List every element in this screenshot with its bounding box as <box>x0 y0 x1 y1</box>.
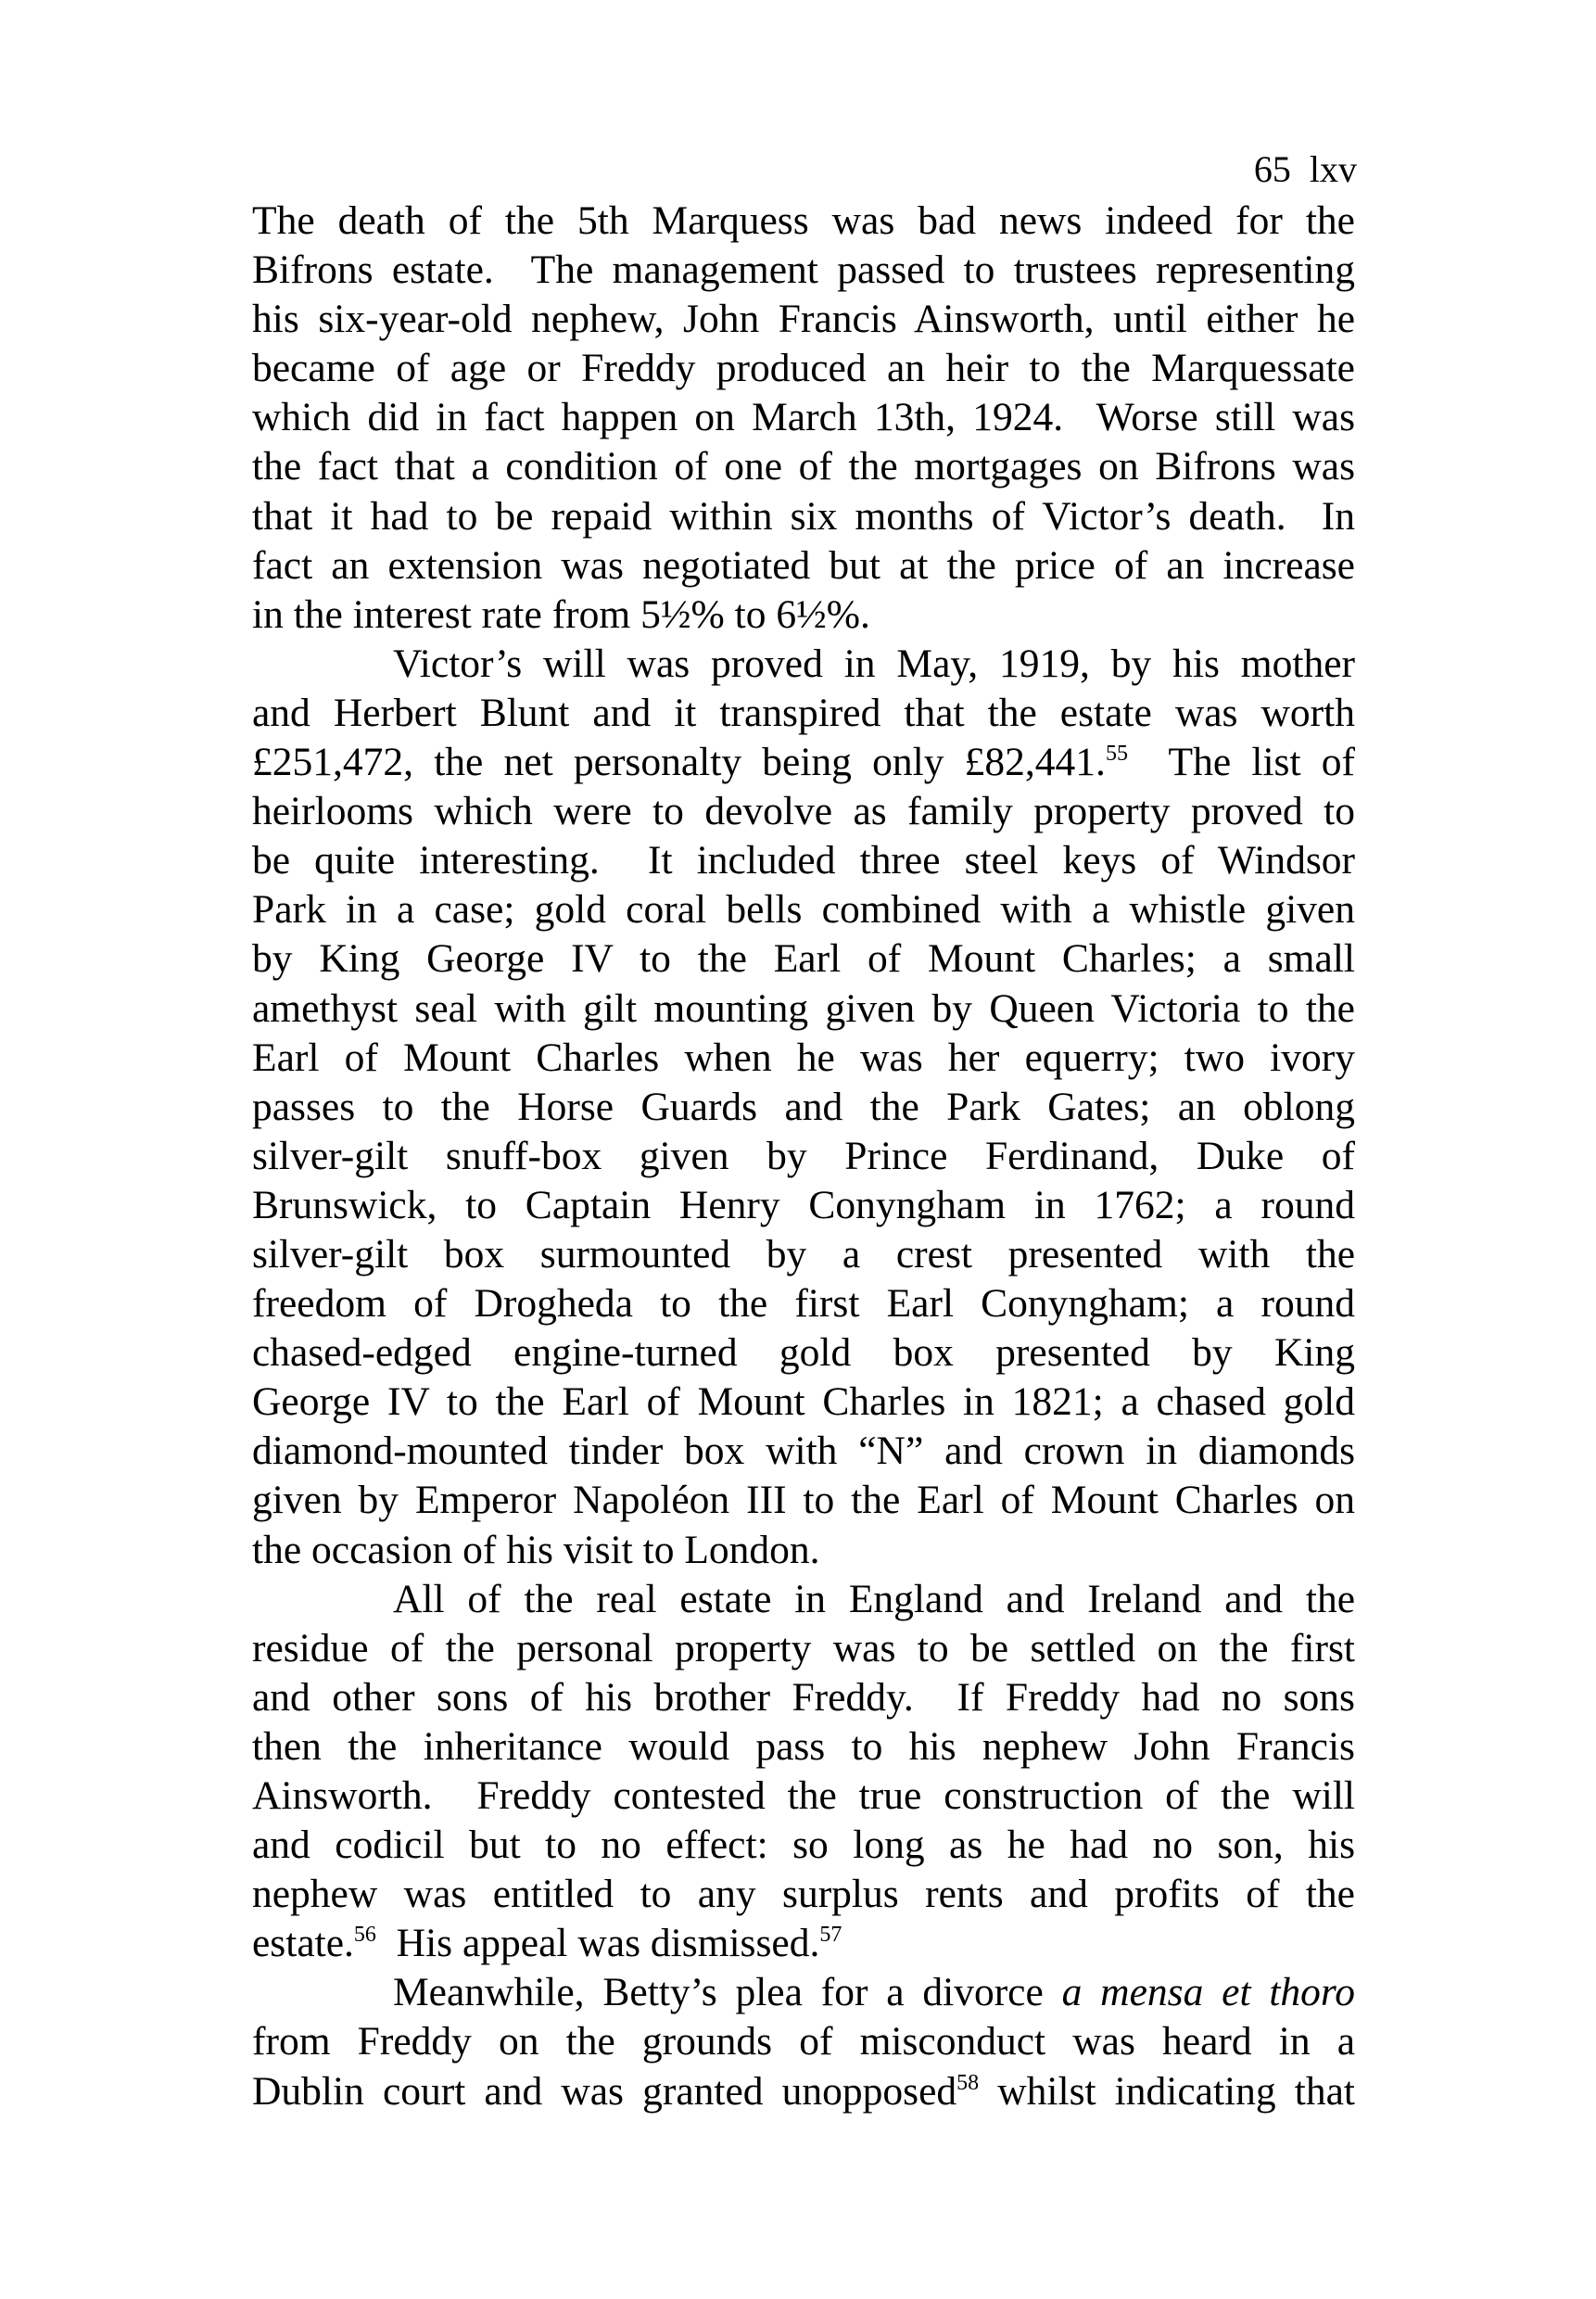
paragraph <box>252 197 1355 640</box>
text-run: Victor’s will was proved in May, 1919, by his mother <box>393 641 1355 686</box>
text-line <box>252 295 1355 344</box>
text-run: his six-year-old nephew, John Francis Ainsworth, until either he <box>252 297 1355 342</box>
italic-phrase: a mensa et thoro <box>1061 1970 1355 2015</box>
text-line <box>252 1919 1355 1968</box>
text-line <box>252 934 1355 984</box>
text-line <box>252 1034 1355 1083</box>
text-line <box>252 1624 1355 1673</box>
text-line <box>252 1870 1355 1919</box>
text-run: nephew was entitled to any surplus rents and profits of the <box>252 1872 1355 1917</box>
footnote-reference: 55 <box>1105 742 1128 767</box>
text-run: by King George IV to the Earl of Mount Charles; a small <box>252 936 1355 982</box>
text-run: that it had to be repaid within six months of Victor’s death. In <box>252 493 1355 539</box>
text-line <box>252 1968 1355 2017</box>
page-header <box>1235 100 1357 193</box>
text-run: His appeal was dismissed. <box>375 1921 820 1966</box>
text-line <box>252 541 1355 591</box>
text-line <box>252 836 1355 885</box>
text-line <box>252 246 1355 295</box>
text-run: residue of the personal property was to be settled on the first <box>252 1625 1355 1670</box>
text-line <box>252 1476 1355 1525</box>
roman-page-number: lxv <box>1309 148 1357 190</box>
text-line <box>252 689 1355 738</box>
footnote-reference: 58 <box>956 2070 980 2095</box>
text-line <box>252 1230 1355 1279</box>
text-run: became of age or Freddy produced an heir to the Marquessate <box>252 346 1355 391</box>
footnote-reference: 56 <box>353 1923 376 1948</box>
text-run: diamond-mounted tinder box with “N” and crown in diamonds <box>252 1429 1355 1474</box>
text-line <box>252 1328 1355 1378</box>
text-run: whilst indicating that <box>979 2068 1355 2114</box>
paragraph <box>252 640 1355 1575</box>
text-line <box>252 1821 1355 1870</box>
text-run: fact an extension was negotiated but at the price of an increase <box>252 542 1355 588</box>
text-line <box>252 1083 1355 1132</box>
text-run: in the interest rate from 5½% to 6½%. <box>252 591 870 637</box>
text-line <box>252 344 1355 393</box>
text-run: be quite interesting. It included three steel keys of Windsor <box>252 838 1355 883</box>
text-run: given by Emperor Napoléon III to the Earl of Mount Charles on <box>252 1478 1355 1523</box>
text-line <box>252 1673 1355 1722</box>
text-run: George IV to the Earl of Mount Charles in 1821; a chased gold <box>252 1379 1355 1425</box>
text-line <box>252 640 1355 689</box>
text-run: the occasion of his visit to London. <box>252 1527 820 1572</box>
paragraph <box>252 1968 1355 2115</box>
text-run: the fact that a condition of one of the mortgages on Bifrons was <box>252 444 1355 489</box>
text-line <box>252 2067 1355 2116</box>
text-line <box>252 1427 1355 1476</box>
footnote-reference: 57 <box>819 1923 842 1948</box>
text-line <box>252 442 1355 491</box>
text-run: silver-gilt box surmounted by a crest presented with the <box>252 1231 1355 1277</box>
text-run: heirlooms which were to devolve as family property proved to <box>252 789 1355 834</box>
text-line <box>252 2017 1355 2066</box>
text-run: Dublin court and was granted unopposed <box>252 2068 957 2114</box>
text-run: then the inheritance would pass to his nephew John Francis <box>252 1723 1355 1769</box>
text-run: The list of <box>1127 740 1356 785</box>
text-line <box>252 393 1355 442</box>
text-run: The death of the 5th Marquess was bad news indeed for the <box>252 198 1355 243</box>
text-line <box>252 787 1355 836</box>
text-run: Brunswick, to Captain Henry Conyngham in 1762; a round <box>252 1182 1355 1227</box>
page-number: 65 <box>1253 148 1291 190</box>
text-line <box>252 1279 1355 1328</box>
text-run: passes to the Horse Guards and the Park Gates; an oblong <box>252 1084 1355 1129</box>
text-run: estate. <box>252 1921 354 1966</box>
text-run: £251,472, the net personalty being only £82,441. <box>252 740 1106 785</box>
text-line <box>252 1181 1355 1230</box>
text-line <box>252 984 1355 1034</box>
text-line <box>252 1772 1355 1821</box>
text-line <box>252 1378 1355 1427</box>
text-run: chased-edged engine-turned gold box presented by King <box>252 1330 1355 1376</box>
text-run: Earl of Mount Charles when he was her equerry; two ivory <box>252 1035 1355 1080</box>
text-line <box>252 885 1355 934</box>
text-line <box>252 1526 1355 1575</box>
text-line <box>252 1575 1355 1624</box>
text-run: Meanwhile, Betty’s plea for a divorce <box>393 1970 1062 2015</box>
text-line <box>252 492 1355 541</box>
text-run: from Freddy on the grounds of misconduct was heard in a <box>252 2019 1355 2064</box>
text-run: and Herbert Blunt and it transpired that the estate was worth <box>252 690 1355 735</box>
text-run: silver-gilt snuff-box given by Prince Ferdinand, Duke of <box>252 1133 1355 1178</box>
text-run: and codicil but to no effect: so long as he had no son, his <box>252 1823 1355 1868</box>
text-run: and other sons of his brother Freddy. If Freddy had no sons <box>252 1674 1355 1720</box>
text-run: Park in a case; gold coral bells combined with a whistle given <box>252 887 1355 933</box>
text-run: freedom of Drogheda to the first Earl Conyngham; a round <box>252 1281 1355 1327</box>
text-run: which did in fact happen on March 13th, 1924. Worse still was <box>252 395 1355 440</box>
text-line <box>252 197 1355 246</box>
text-run: All of the real estate in England and Ireland and the <box>393 1576 1355 1621</box>
text-run: Ainsworth. Freddy contested the true construction of the will <box>252 1773 1355 1818</box>
paragraph <box>252 1575 1355 1969</box>
text-line <box>252 1722 1355 1772</box>
text-run: Bifrons estate. The management passed to trustees representing <box>252 248 1355 293</box>
body-text <box>252 197 1355 2116</box>
text-line <box>252 591 1355 640</box>
text-line <box>252 738 1355 787</box>
text-line <box>252 1132 1355 1181</box>
text-run: amethyst seal with gilt mounting given by Queen Victoria to the <box>252 985 1355 1031</box>
